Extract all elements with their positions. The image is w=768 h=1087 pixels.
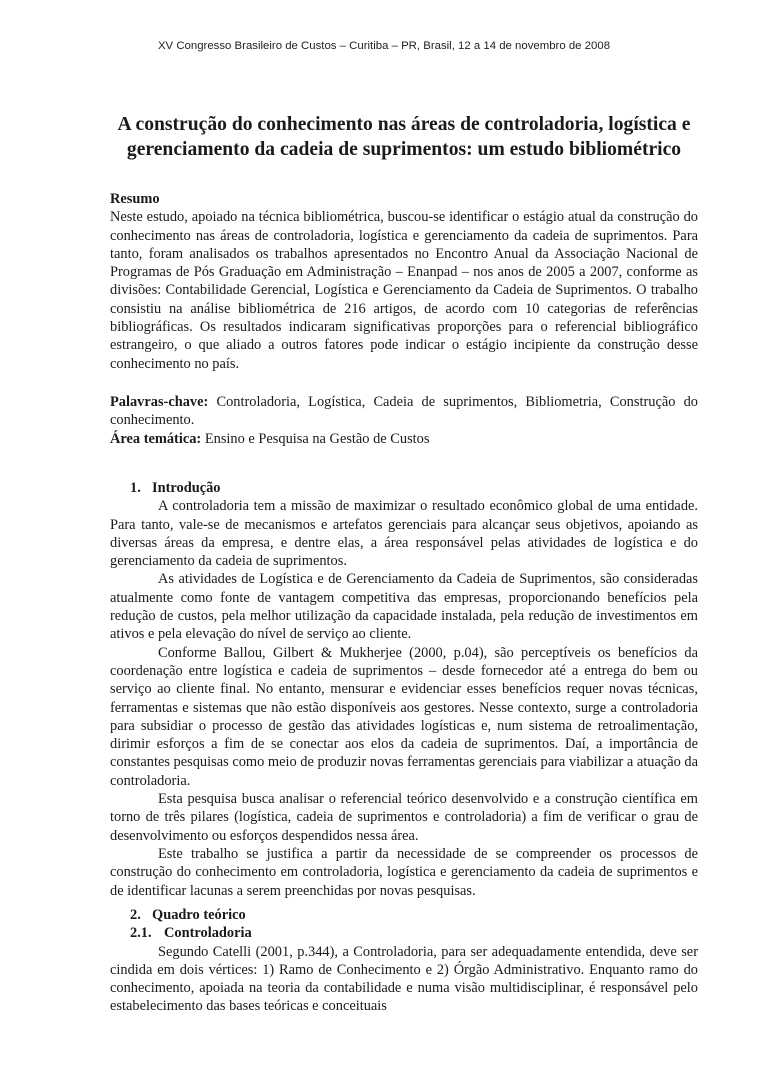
subsection-2-1-title: Controladoria: [164, 925, 252, 942]
title-line-1: A construção do conhecimento nas áreas de controladoria, logística e: [117, 114, 691, 135]
thematic-area: [110, 430, 698, 448]
abstract-heading: Resumo: [110, 191, 160, 207]
section-introduction: [110, 479, 698, 900]
area-label: Área temática:: [110, 430, 202, 447]
section-1-number: 1.: [130, 480, 141, 496]
section-2-number: 2.: [130, 907, 141, 923]
intro-paragraph-2: As atividades de Logística e de Gerenciamento da Cadeia de Suprimentos, são consideradas atualmente como fonte de vantagem competitiva das empresas, proporcionando benefícios pela redução de custos, pela melhor utilização da capacidade instalada, pela redução de investimentos em ativos e pela elevação do nível de serviço ao cliente.: [110, 571, 698, 643]
section-2-heading: [110, 906, 698, 924]
intro-paragraph-4: Esta pesquisa busca analisar o referencial teórico desenvolvido e a construção científica em torno de três pilares (logística, cadeia de suprimentos e controladoria) a fim de verificar o grau de desenvolvimento ou esforços despendidos nessa área.: [110, 791, 698, 844]
running-header: XV Congresso Brasileiro de Custos – Curitiba – PR, Brasil, 12 a 14 de novembro de 2008: [157, 40, 611, 52]
section-theoretical-framework: [110, 906, 698, 1016]
intro-paragraph-3: Conforme Ballou, Gilbert & Mukherjee (2000, p.04), são perceptíveis os benefícios da coordenação entre logística e cadeia de suprimentos – desde fornecedor até a entrega do bem ou serviço ao cliente final. No entanto, mensurar e evidenciar esses benefícios requer novas técnicas, ferramentas e sistemas que não estão disponíveis aos gestores. Nesse contexto, surge a controladoria para subsidiar o processo de gestão das atividades logísticas e, num sistema de retroalimentação, dirimir esforços a fim de se conectar aos elos da cadeia de suprimentos. Daí, a importância de constantes pesquisas como meio de produzir novas ferramentas gerenciais para viabilizar a atuação da controladoria.: [110, 644, 698, 789]
area-text: Ensino e Pesquisa na Gestão de Custos: [204, 430, 430, 447]
keywords-label: Palavras-chave:: [110, 394, 209, 410]
controladoria-paragraph: Segundo Catelli (2001, p.344), a Controladoria, para ser adequadamente entendida, deve ser cindida em dois vértices: 1) Ramo de Conhecimento e 2) Órgão Administrativo. Enquanto ramo do conhecimento, apoiada na teoria da contabilidade e numa visão multidisciplinar, é responsável pelo estabelecimento das bases teóricas e conceituais: [110, 943, 698, 1015]
keywords-text: Controladoria, Logística, Cadeia de suprimentos, Bibliometria, Construção do conhecimento.: [110, 394, 698, 429]
title-line-2: gerenciamento da cadeia de suprimentos: um estudo bibliométrico: [126, 139, 682, 160]
subsection-2-1-number: 2.1.: [130, 925, 152, 942]
intro-paragraph-1: A controladoria tem a missão de maximizar o resultado econômico global de uma entidade. Para tanto, vale-se de mecanismos e artefatos gerenciais para alcançar seus objetivos, apoiando as diversas áreas da empresa, e dentre elas, a área responsável pelas atividades de logística e do gerenciamento da cadeia de suprimentos.: [110, 498, 698, 570]
intro-paragraph-5: Este trabalho se justifica a partir da necessidade de se compreender os processos de construção do conhecimento em controladoria, logística e gerenciamento da cadeia de suprimentos e de identificar lacunas a serem preenchidas por novas pesquisas.: [110, 845, 698, 899]
keywords: [110, 393, 698, 430]
paper-title: [110, 112, 698, 162]
abstract: [110, 190, 698, 373]
section-1-heading: [110, 479, 698, 497]
abstract-text: Neste estudo, apoiado na técnica bibliométrica, buscou-se identificar o estágio atual da construção do conhecimento nas áreas de controladoria, logística e gerenciamento da cadeia de suprimentos. Para tanto, foram analisados os trabalhos apresentados no Encontro Anual da Associação Nacional de Programas de Pós Graduação em Administração – Enanpad – nos anos de 2005 a 2007, conforme as divisões: Contabilidade Gerencial, Logística e Gerenciamento da Cadeia de Suprimentos. O trabalho consistiu na análise bibliométrica de 216 artigos, de acordo com 10 categorias de referências bibliográficas. Os resultados indicaram significativas proporções para o referencial bibliográfico estrangeiro, o que aliado a outros fatores pode indicar o estágio incipiente da construção desse conhecimento no país.: [110, 209, 698, 372]
section-1-title: Introdução: [152, 480, 221, 496]
section-2-title: Quadro teórico: [152, 907, 246, 923]
subsection-2-1-heading: [110, 924, 698, 942]
keywords-block: [110, 393, 698, 448]
